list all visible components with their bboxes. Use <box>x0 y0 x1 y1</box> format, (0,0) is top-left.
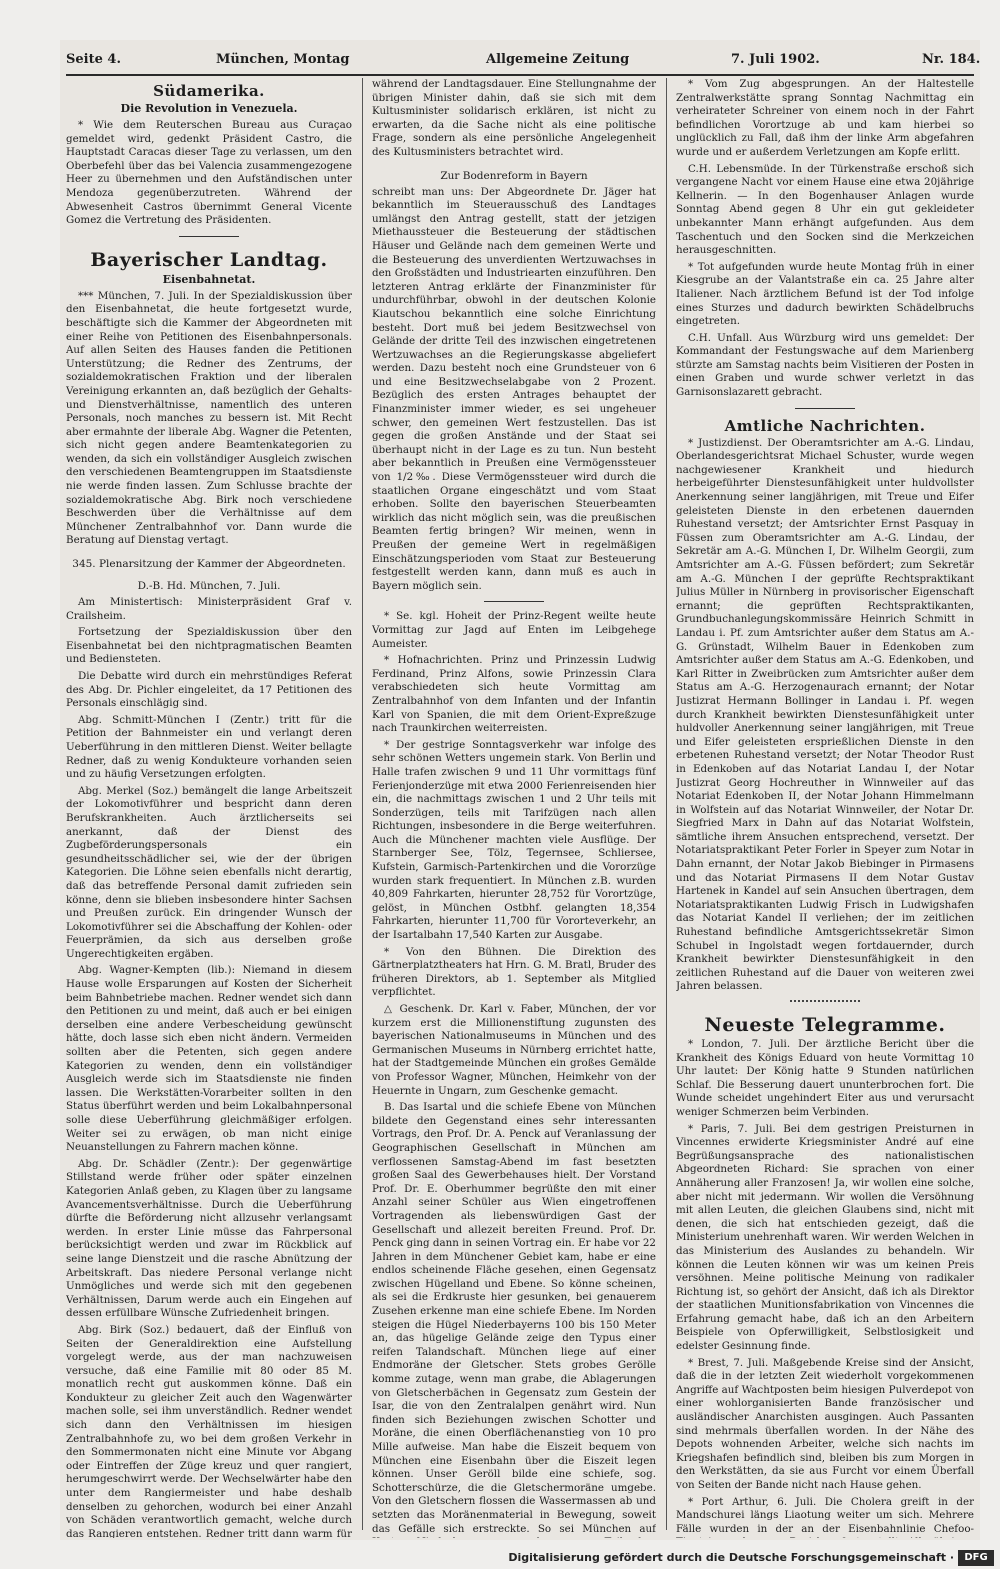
column-divider <box>666 78 667 1530</box>
section-title: Südamerika. <box>153 82 265 100</box>
paragraph: △ Geschenk. Dr. Karl v. Faber, München, der vor kurzem erst die Millionenstiftung zugunsten des bayerischen Nationalmuseums in München und des Germanischen Museums in Nürnberg errichtet hatte, hat der Stadtgemeinde München ein großes Gemälde von Professor Wagner, München, Heimkehr von der Heuernte in Ungarn, zum Geschenke gemacht. <box>372 1003 656 1097</box>
divider <box>484 601 544 602</box>
paragraph: Abg. Schmitt-München I (Zentr.) tritt für die Petition der Bahnmeister ein und verlangt deren Ueberführung in den mittleren Dienst. Weiter bellagte Redner, daß zu wenig Kondukteure vorhanden seien und zu häufig Versetzungen erfolgten. <box>66 713 352 781</box>
paragraph: * Se. kgl. Hoheit der Prinz-Regent weilte heute Vormittag zur Jagd auf Enten im Leibgehege Aumeister. <box>372 610 656 650</box>
divider <box>795 408 855 409</box>
divider <box>179 236 239 237</box>
paragraph: * Hofnachrichten. Prinz und Prinzessin Ludwig Ferdinand, Prinz Alfons, sowie Prinzessin Clara verabschiedeten sich heute Vormittag am Zentralbahnhof von dem Infanten und der Infantin Karl von Spanien, die mit dem Orient-Expreßzuge nach Traunkirchen weiterreisten. <box>372 654 656 735</box>
subsection-heading: 345. Plenarsitzung der Kammer der Abgeordneten. <box>72 558 346 571</box>
footer-credit: Digitalisierung gefördert durch die Deutsche Forschungsgemeinschaft · <box>508 1551 954 1564</box>
paragraph: Abg. Merkel (Soz.) bemängelt die lange Arbeitszeit der Lokomotivführer und bespricht dann deren Berufskrankheiten. Auch ärztlicherseits sei anerkannt, daß der Dienst des Zugbeförderungspersonals ein gesundheitsschädlicher sei, wie der der übrigen Kategorien. Die Löhne seien ebenfalls nicht derartig, daß das betreffende Personal damit zufrieden sein könne, denn sie blieben insbesondere hinter Sachsen und Preußen zurück. Ein dringender Wunsch der Lokomotivführer sei die Abschaffung der Kohlen- oder Feuerprämien, da sich aus derselben große Ungerechtigkeiten ergäben. <box>66 784 352 960</box>
paragraph: * Paris, 7. Juli. Bei dem gestrigen Preisturnen in Vincennes erwiderte Kriegsminister André auf eine Begrüßungsansprache des nationalistischen Abgeordneten Richard: Sie sprachen von einer Annäherung aller Franzosen! Ja, wir wollen eine solche, aber nicht mit jedermann. Wir wollen die Versöhnung mit allen Leuten, die gleichen Glaubens sind, nicht mit denen, die sich hat entschieden gezeigt, daß die Ministerium unehrenhaft waren. Wir werden Welchen in das Ministerium des Auslandes zu behandeln. Wir können die Leuten können wir was um keinen Preis versöhnen. Meine politische Meinung von radikaler Richtung ist, so gehört der Ansicht, daß ich als Direktor der staatlichen Munitionsfabrikation von Vincennes die Erfahrung gemacht habe, daß ich an den Arbeitern Beispiele von Opferwilligkeit, Selbstlosigkeit und edelster Gesinnung finde. <box>676 1122 974 1353</box>
column-divider <box>362 78 363 1530</box>
section-subtitle: Eisenbahnetat. <box>162 272 256 286</box>
section-title: Neueste Telegramme. <box>704 1014 946 1036</box>
paragraph: * Von den Bühnen. Die Direktion des Gärtnerplatztheaters hat Hrn. G. M. Bratl, Bruder des früheren Direktors, ab 1. September als Mitglied verpflichtet. <box>372 945 656 999</box>
subsection-heading: Zur Bodenreform in Bayern <box>440 169 588 182</box>
paragraph: C.H. Unfall. Aus Würzburg wird uns gemeldet: Der Kommandant der Festungswache auf dem Marienberg stürzte am Samstag nachts beim Visitieren der Posten in einen Graben und wurde schwer verletzt in das Garnisonslazarett gebracht. <box>676 331 974 399</box>
paragraph: * Brest, 7. Juli. Maßgebende Kreise sind der Ansicht, daß die in der letzten Zeit wiederholt vorgekommenen Angriffe auf Wachtposten beim hiesigen Pulverdepot von einer wohlorganisierten Bande französischer und ausländischer Anarchisten ausgingen. Auch Passanten sind mehrmals überfallen worden. In der Nähe des Depots wohnenden Arbeiter, welche sich nachts im Kriegshafen befindlich sind, bleiben bis zum Morgen in den Werkstätten, da sie aus Furcht vor einem Überfall von Seiten der Bande nicht nach Hause gehen. <box>676 1356 974 1491</box>
dfg-logo-icon[interactable]: DFG <box>958 1550 994 1566</box>
dateline: D.-B. Hd. München, 7. Juli. <box>137 580 281 593</box>
newspaper-title: Allgemeine Zeitung <box>486 52 630 67</box>
paragraph: * Wie dem Reuterschen Bureau aus Curaçao gemeldet wird, gedenkt Präsident Castro, die Hauptstadt Caracas dieser Tage zu verlassen, um den Oberbefehl über das bei Valencia zusammengezogene Heer zu übernehmen und den Aufständischen unter Mendoza gegenüberzutreten. Während der Abwesenheit Castros übernimmt General Vicente Gomez die Vertretung des Präsidenten. <box>66 119 352 227</box>
page-header <box>66 48 981 76</box>
issue-date: 7. Juli 1902. <box>731 52 820 67</box>
paragraph: Abg. Birk (Soz.) bedauert, daß der Einfluß von Seiten der Generaldirektion eine Aufstellung vorgelegt werde, aus der man nachzuweisen versuche, daß eine Familie mit 80 oder 85 M. monatlich recht gut auskommen könne. Daß ein Kondukteur zu gleicher Zeit auch den Wagenwärter machen solle, sei ihm unverständlich. Redner wendet sich dann den Verhältnissen im hiesigen Zentralbahnhofe zu, wo bei dem großen Verkehr in den Sommermonaten nicht eine Minute vor Abgang oder Eintreffen der Züge kreuz und quer rangiert, herumgeschwirrt werde. Der Wechselwärter habe den unter dem Rangiermeister und habe deshalb denselben zu gehorchen, wodurch bei einer Anzahl von Schäden verantwortlich gemacht, welche durch das Rangieren entstehen. Redner tritt dann warm für <box>66 1323 352 1538</box>
paragraph: * Vom Zug abgesprungen. An der Haltestelle Zentralwerkstätte sprang Sonntag Nachmittag ein verheirateter Schreiner von einem noch in der Fahrt befindlichen Vorortzuge ab und kam hierbei so unglücklich zu Fall, daß ihm der linke Arm abgefahren wurde und er außerdem Verletzungen am Kopfe erlitt. <box>676 78 974 158</box>
section-title: Amtliche Nachrichten. <box>724 416 926 435</box>
digitization-footer <box>0 1548 1000 1569</box>
paragraph: * Tot aufgefunden wurde heute Montag früh in einer Kiesgrube an der Valantstraße ein ca. 25 Jahre alter Italiener. Nach ärztlichem Befund ist der Tod infolge eines Sturzes und dadurch bewirkten Schädelbruchs eingetreten. <box>676 260 974 328</box>
paragraph: * Justizdienst. Der Oberamtsrichter am A.-G. Lindau, Oberlandesgerichtsrat Michael Schuster, wurde wegen nachgewiesener Krankheit und hiedurch herbeigeführter Dienstesunfähigkeit unter huldvollster Anerkennung seiner langjährigen, mit Treue und Eifer geleisteten Dienste in den erbetenen dauernden Ruhestand versetzt; der Amtsrichter Ernst Pasquay in Füssen zum Oberamtsrichter am A.-G. Lindau, der Sekretär am A.-G. München I, Dr. Wilhelm Georgii, zum Amtsrichter am A.-G. Füssen befördert; zum Sekretär am A.-G. München I der geprüfte Rechtspraktikant Julius Müller in Nürnberg in provisorischer Eigenschaft ernannt; die geprüften Rechtspraktikanten, Grundbuchanlegungskommissäre Heinrich Schmitt in Landau i. Pf. zum Amtsrichter außer dem Status am A.-G. Grünstadt, Wilhelm Bauer in Edenkoben zum Amtsrichter außer dem Status am A.-G. Edenkoben, und Karl Ritter in Zweibrücken zum Amtsrichter außer dem Status am A.-G. Herzogenaurach ernannt; der Notar Justizrat Hermann Bollinger in Landau i. Pf. wegen durch Krankheit bewirkten Dienstesunfähigkeit unter huldvoller Anerkennung seiner langjährigen, mit Treue und Eifer geleisteten ersprießlichen Dienste in den erbetenen Ruhestand versetzt; der Notar Theodor Rust in Edenkoben auf das Notariat Landau I, der Notar Justizrat Georg Hochreuther in Winnweiler auf das Notariat Edenkoben II, der Notar Johann Himmelmann in Wolfstein auf das Notariat Winnweiler, der Notar Dr. Siegfried Marx in Dahn auf das Notariat Wolfstein, sämtliche ihrem Ansuchen entsprechend, versetzt. Der Notariatspraktikant Peter Forler in Speyer zum Notar in Dahn ernannt, der Notar Jakob Biebinger in Pirmasens und das Notariat Pirmasens II dem Notar Gustav Hartenek in Kandel auf sein Ansuchen übertragen, dem Notariatspraktikanten Ludwig Frisch in Ludwigshafen das Notariat Kandel II verliehen; der im zeitlichen Ruhestand befindliche Amtsgerichtssekretär Simon Schubel in Ingolstadt wegen fortdauernder, durch Krankheit bewirkter Dienstesunfähigkeit in den zeitlichen Ruhestand auf die Dauer von weiteren zwei Jahren belassen. <box>676 436 974 993</box>
paragraph: Die Debatte wird durch ein mehrstündiges Referat des Abg. Dr. Pichler eingeleitet, da 17 Petitionen des Personals einschlägig sind. <box>66 670 352 710</box>
paragraph: Fortsetzung der Spezialdiskussion über den Eisenbahnetat bei den nichtpragmatischen Beamten und Bediensteten. <box>66 626 352 666</box>
paragraph: *** München, 7. Juli. In der Spezialdiskussion über den Eisenbahnetat, die heute fortgesetzt wurde, beschäftigte sich die Kammer der Abgeordneten mit einer Reihe von Petitionen des Eisenbahnpersonals. Auf allen Seiten des Hauses fanden die Petitionen Unterstützung; die Redner des Zentrums, der sozialdemokratischen Fraktion und der liberalen Vereinigung erkannten an, daß bezüglich der Gehalts- und Dienstverhältnisse, namentlich des unteren Personals, noch manches zu bessern ist. Mit Recht aber ermahnte der liberale Abg. Wagner die Petenten, sich nicht gegen andere Beamtenkategorien zu wenden, da sich ein vollständiger Ausgleich zwischen den verschiedenen Beamtengruppen im Staatsdienste nie werde finden lassen. Zum Schlusse brachte der sozialdemokratische Abg. Birk noch verschiedene Beschwerden über die Verhältnisse auf dem Münchener Zentralbahnhof vor. Dann wurde die Beratung auf Dienstag vertagt. <box>66 289 352 547</box>
paragraph: B. Das Isartal und die schiefe Ebene von München bildete den Gegenstand eines sehr interessanten Vortrags, den Prof. Dr. A. Penck auf Veranlassung der Geographischen Gesellschaft in München am verflossenen Samstag-Abend im fast besetzten großen Saal des Gewerbehauses hielt. Der Vorstand Prof. Dr. E. Oberhummer begrüßte den mit einer Anzahl seiner Schüler aus Wien eingetroffenen Vortragenden als liebenswürdigen Gast der Gesellschaft und allezeit bereiten Freund. Prof. Dr. Penck ging dann in seinen Vortrag ein. Er habe vor 22 Jahren in dem Münchener Gebiet kam, habe er eine endlos scheinende Fläche gesehen, einen Gegensatz zwischen Hügelland und Ebene. So könne scheinen, als sei die Erdkruste hier gesunken, bei genauerem Zusehen erkenne man eine schiefe Ebene. Im Norden steigen die Hügel Niederbayerns 100 bis 150 Meter an, das hügelige Gelände zeige den Typus einer reifen Talandschaft. München liege auf einer Endmoräne der Gletscher. Stets grobes Gerölle komme zutage, wenn man grabe, die Ablagerungen von Gletscherbächen in Gegensatz zum Gestein der Isar, die von den Zentralalpen genährt wird. Nun finden sich Beziehungen zwischen Schotter und Moräne, die einen Oberflächenanstieg von 10 pro Mille aufweise. Man habe die Eiszeit bequem von München eine Eisenbahn über die Eiszeit legen können. Unser Geröll bilde eine schiefe, sog. Schotterschürze, die die Gletschermoräne umgebe. Von den Gletschern flossen die Wassermassen ab und setzten das Moränenmaterial in Bewegung, soweit das Gefälle sich erstreckte. So sei München auf <box>372 1101 656 1535</box>
paragraph: * London, 7. Juli. Der ärztliche Bericht über die Krankheit des Königs Eduard von heute Vormittag 10 Uhr lautet: Der König hatte 9 Stunden natürlichen Schlaf. Die Besserung dauert ununterbrochen fort. Die Wunde scheidet ungehindert Eiter aus und verursacht weniger Schmerzen beim Verbinden. <box>676 1038 974 1118</box>
paragraph: C.H. Lebensmüde. In der Türkenstraße erschoß sich vergangene Nacht vor einem Hause eine etwa 20jährige Kellnerin. — In den Bogenhauser Anlagen wurde Sonntag Abend gegen 8 Uhr ein gut gekleideter unbekannter Mann erhängt aufgefunden. Aus dem Taschentuch und den Socken sind die Merkzeichen herausgeschnitten. <box>676 162 974 257</box>
paragraph: * Port Arthur, 6. Juli. Die Cholera greift in der Mandschurei längs Liaotung weiter um sich. Mehrere Fälle wurden in der an der Eisenbahnlinie Chefoo- <box>676 1495 974 1535</box>
paragraph: während der Landtagsdauer. Eine Stellungnahme der übrigen Minister dahin, daß sie sich mit dem Kultusminister solidarisch erklären, ist nicht zu erwarten, da die Sache nicht als eine politische Frage, sondern als eine persönliche Angelegenheit des Kultusministers betrachtet wird. <box>372 78 656 158</box>
page-number: Seite 4. <box>66 52 121 67</box>
column-3 <box>676 78 974 1538</box>
divider <box>790 1000 860 1002</box>
column-1 <box>66 78 352 1538</box>
place-date: München, Montag <box>216 52 350 67</box>
paragraph: schreibt man uns: Der Abgeordnete Dr. Jäger hat bekanntlich im Steuerausschuß des Landtages umlängst den Antrag gestellt, statt der jetzigen Miethaussteuer die Besteuerung der städtischen Häuser und Gelände nach dem gemeinen Werte und die Besteuerung des unverdienten Wertzuwachses in den Großstädten und Industriearten einzuführen. Den letzteren Antrag erklärte der Finanzminister für undurchführbar, obwohl in der deutschen Kolonie Kiautschou bekanntlich eine solche Einrichtung besteht. Dort muß bei jedem Besitzwechsel von Gelände der dritte Teil des inzwischen eingetretenen Wertzuwachses an die Regierungskasse abgeliefert werden. Dazu besteht noch eine Grundsteuer von 6 und eine Besitzwechselabgabe von 2 Prozent. Bezüglich des ersten Antrages behauptet der Finanzminister immer wieder, es sei ungeheuer schwer, den gemeinen Wert festzustellen. Das ist gegen die großen Anstände und der Staat sei überhaupt nicht in der Lage es zu tun. Nun besteht aber bekanntlich in Preußen eine Vermögenssteuer von 1/2‰. Diese Vermögenssteuer wird durch die staatlichen Organe eingeschätzt und vom Staat erhoben. Sollte den bayerischen Steuerbeamten wirklich das nicht möglich sein, was die preußischen Beamten fertig bringen? Wir meinen, wenn in Preußen der gemeine Wert in regelmäßigen Einschätzungsperioden vom Staat zur Besteuerung festgestellt werden kann, dann muß es auch in Bayern möglich sein. <box>372 185 656 592</box>
paragraph: Am Ministertisch: Ministerpräsident Graf v. Crailsheim. <box>66 596 352 622</box>
section-title: Bayerischer Landtag. <box>90 248 328 271</box>
section-subtitle: Die Revolution in Venezuela. <box>120 102 298 115</box>
column-2 <box>372 78 656 1538</box>
paragraph: * Der gestrige Sonntagsverkehr war infolge des sehr schönen Wetters ungemein stark. Von Berlin und Halle trafen zwischen 9 und 11 Uhr vormittags fünf Ferienjonderzüge mit etwa 2000 Ferienreisenden hier ein, die nachmittags zwischen 1 und 2 Uhr teils mit Sonderzügen, teils mit Tarifzügen nach allen Richtungen, insbesondere in die Berge weiterfuhren. Auch die Münchener machten viele Ausflüge. Der Starnberger See, Tölz, Tegernsee, Schliersee, Kufstein, Garmisch-Partenkirchen und die Vororzüge wurden stark frequentiert. In München z.B. wurden 40,809 Fahrkarten, hierunter 28,752 für Vorortzüge, gelöst, in München Ostbhf. gelangten 18,354 Fahrkarten, hierunter 11,700 für Vororteverkehr, an der Isartalbahn 17,540 Karten zur Ausgabe. <box>372 738 656 942</box>
paragraph: Abg. Wagner-Kempten (lib.): Niemand in diesem Hause wolle Ersparungen auf Kosten der Sicherheit beim Bahnbetriebe machen. Redner wendet sich dann den Petitionen zu und meint, daß auch er bei einigen derselben eine andere Verbescheidung gewünscht hätte, doch lasse sich eben nicht ändern. Vermeiden sollten aber die Petenten, sich gegen andere Kategorien zu wenden, denn ein vollständiger Ausgleich werde sich im Staatsdienste nie finden lassen. Die Werkstätten-Vorarbeiter sollten in den Status überführt werden und beim Lokalbahnpersonal solle diese Ueberführung gleichmäßiger erfolgen. Weiter sei zu erwägen, ob man nicht einige Neuanstellungen zu Fahrern machen könne. <box>66 964 352 1154</box>
paragraph: Abg. Dr. Schädler (Zentr.): Der gegenwärtige Stillstand werde früher oder später einzelnen Kategorien Anlaß geben, zu Klagen über zu langsame Avancementsverhältnisse. Durch die Ueberführung dürfte die Beförderung nicht allzusehr verlangsamt werden. In erster Linie müsse das Fahrpersonal berücksichtigt werden und zwar im Rückblick auf seine lange Dienstzeit und die rasche Abnützung der Arbeitskraft. Das niedere Personal verlange nicht Unmögliches und werde sich mit den gegebenen Verhältnissen, Darum werde auch ein Eingehen auf dessen erfüllbare Wünsche Zufriedenheit bringen. <box>66 1157 352 1320</box>
issue-number: Nr. 184. <box>922 52 981 67</box>
